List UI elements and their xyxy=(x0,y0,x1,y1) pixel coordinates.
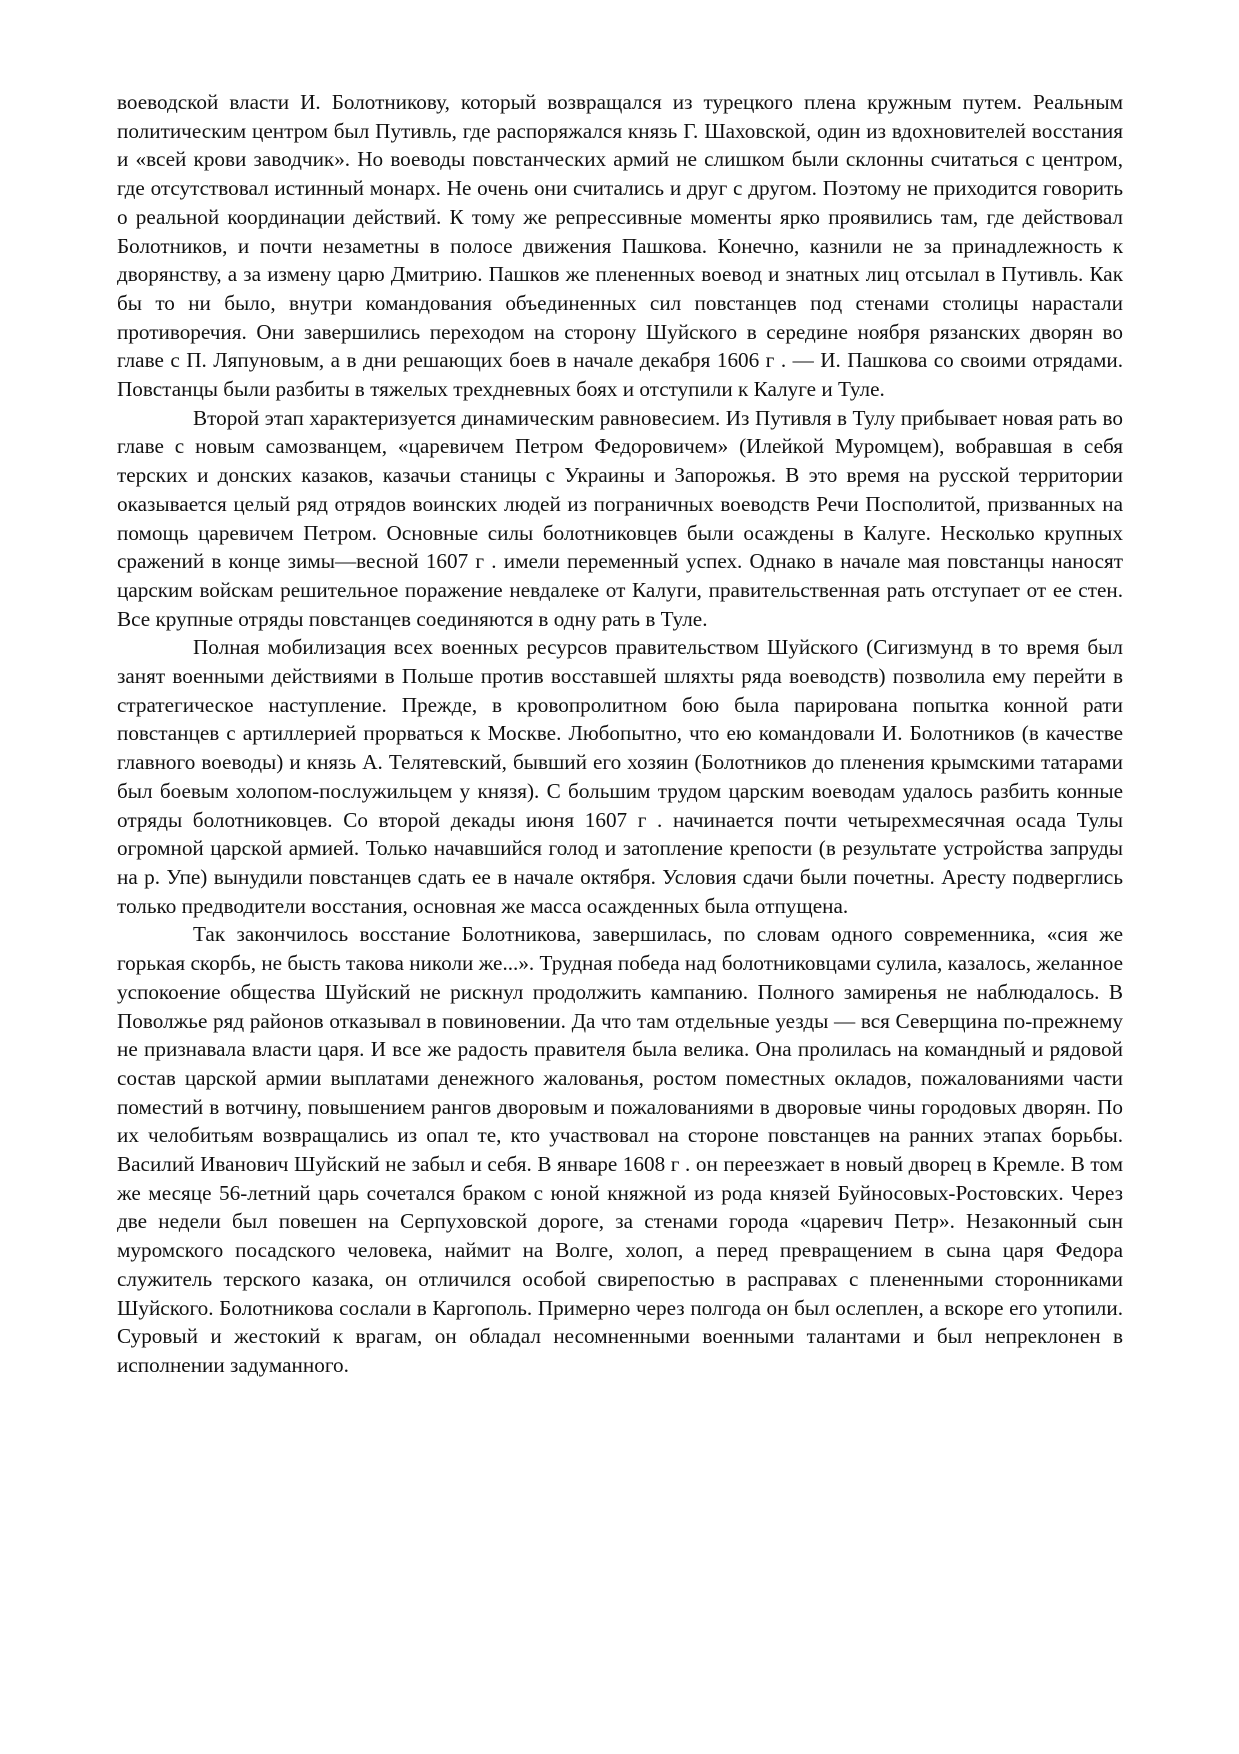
paragraph-conclusion: Так закончилось восстание Болотникова, завершилась, по словам одного современника, «сия же горькая скорбь, не бысть такова николи же...». Трудная победа над болотниковцами сулила, казалось, желанное успокоение общества Шуйский не рискнул продолжить кампанию. Полного замиренья не наблюдалось. В Поволжье ряд районов отказывал в повиновении. Да что там отдельные уезды — вся Северщина по-прежнему не признавала власти царя. И все же радость правителя была велика. Она пролилась на командный и рядовой состав царской армии выплатами денежного жалованья, ростом поместных окладов, пожалованиями части поместий в вотчину, повышением рангов дворовым и пожалованиями в дворовые чины городовых дворян. По их челобитьям возвращались из опал те, кто участвовал на стороне повстанцев на ранних этапах борьбы. Василий Иванович Шуйский не забыл и себя. В январе 1608 г . он переезжает в новый дворец в Кремле. В том же месяце 56-летний царь сочетался браком с юной княжной из рода князей Буйносовых-Ростовских. Через две недели был повешен на Серпуховской дороге, за стенами города «царевич Петр». Незаконный сын муромского посадского человека, наймит на Волге, холоп, а перед превращением в сына царя Федора служитель терского казака, он отличился особой свирепостью в расправах с плененными сторонниками Шуйского. Болотникова сослали в Каргополь. Примерно через полгода он был ослеплен, а вскоре его утопили. Суровый и жестокий к врагам, он обладал несомненными военными талантами и был непреклонен в исполнении задуманного. xyxy=(117,922,1123,1377)
paragraph-second-stage: Второй этап характеризуется динамическим равновесием. Из Путивля в Тулу прибывает новая рать во главе с новым самозванцем, «царевичем Петром Федоровичем» (Илейкой Муромцем), вобравшая в себя терских и донских казаков, казачьи станицы с Украины и Запорожья. В это время на русской территории оказывается целый ряд отрядов воинских людей из пограничных воеводств Речи Посполитой, призванных на помощь царевичем Петром. Основные силы болотниковцев были осаждены в Калуге. Несколько крупных сражений в конце зимы—весной 1607 г . имели переменный успех. Однако в начале мая повстанцы наносят царским войскам решительное поражение невдалеке от Калуги, правительственная рать отступает от ее стен. Все крупные отряды повстанцев соединяются в одну рать в Туле. xyxy=(117,405,1123,631)
paragraph-mobilization: Полная мобилизация всех военных ресурсов правительством Шуйского (Сигизмунд в то время был занят военными действиями в Польше против восставшей шляхты ряда воеводств) позволила ему перейти в стратегическое наступление. Прежде, в кровопролитном бою была парирована попытка конной рати повстанцев с артиллерией прорваться к Москве. Любопытно, что ею командовали И. Болотников (в качестве главного воеводы) и князь А. Телятевский, бывший его хозяин (Болотников до пленения крымскими татарами был боевым холопом-послужильцем у князя). С большим трудом царским воеводам удалось разбить конные отряды болотниковцев. Со второй декады июня 1607 г . начинается почти четырехмесячная осада Тулы огромной царской армией. Только начавшийся голод и затопление крепости (в результате устройства запруды на р. Упе) вынудили повстанцев сдать ее в начале октября. Условия сдачи были почетны. Аресту подверглись только предводители восстания, основная же масса осажденных была отпущена. xyxy=(117,635,1123,918)
document-page xyxy=(117,88,1123,1380)
paragraph-continuation: воеводской власти И. Болотникову, который возвращался из турецкого плена кружным путем. Реальным политическим центром был Путивль, где распоряжался князь Г. Шаховской, один из вдохновителей восстания и «всей крови заводчик». Но воеводы повстанческих армий не слишком были склонны считаться с центром, где отсутствовал истинный монарх. Не очень они считались и друг с другом. Поэтому не приходится говорить о реальной координации действий. К тому же репрессивные моменты ярко проявились там, где действовал Болотников, и почти незаметны в полосе движения Пашкова. Конечно, казнили не за принадлежность к дворянству, а за измену царю Дмитрию. Пашков же плененных воевод и знатных лиц отсылал в Путивль. Как бы то ни было, внутри командования объединенных сил повстанцев под стенами столицы нарастали противоречия. Они завершились переходом на сторону Шуйского в середине ноября рязанских дворян во главе с П. Ляпуновым, а в дни решающих боев в начале декабря 1606 г . — И. Пашкова со своими отрядами. Повстанцы были разбиты в тяжелых трехдневных боях и отступили к Калуге и Туле. xyxy=(117,90,1123,402)
